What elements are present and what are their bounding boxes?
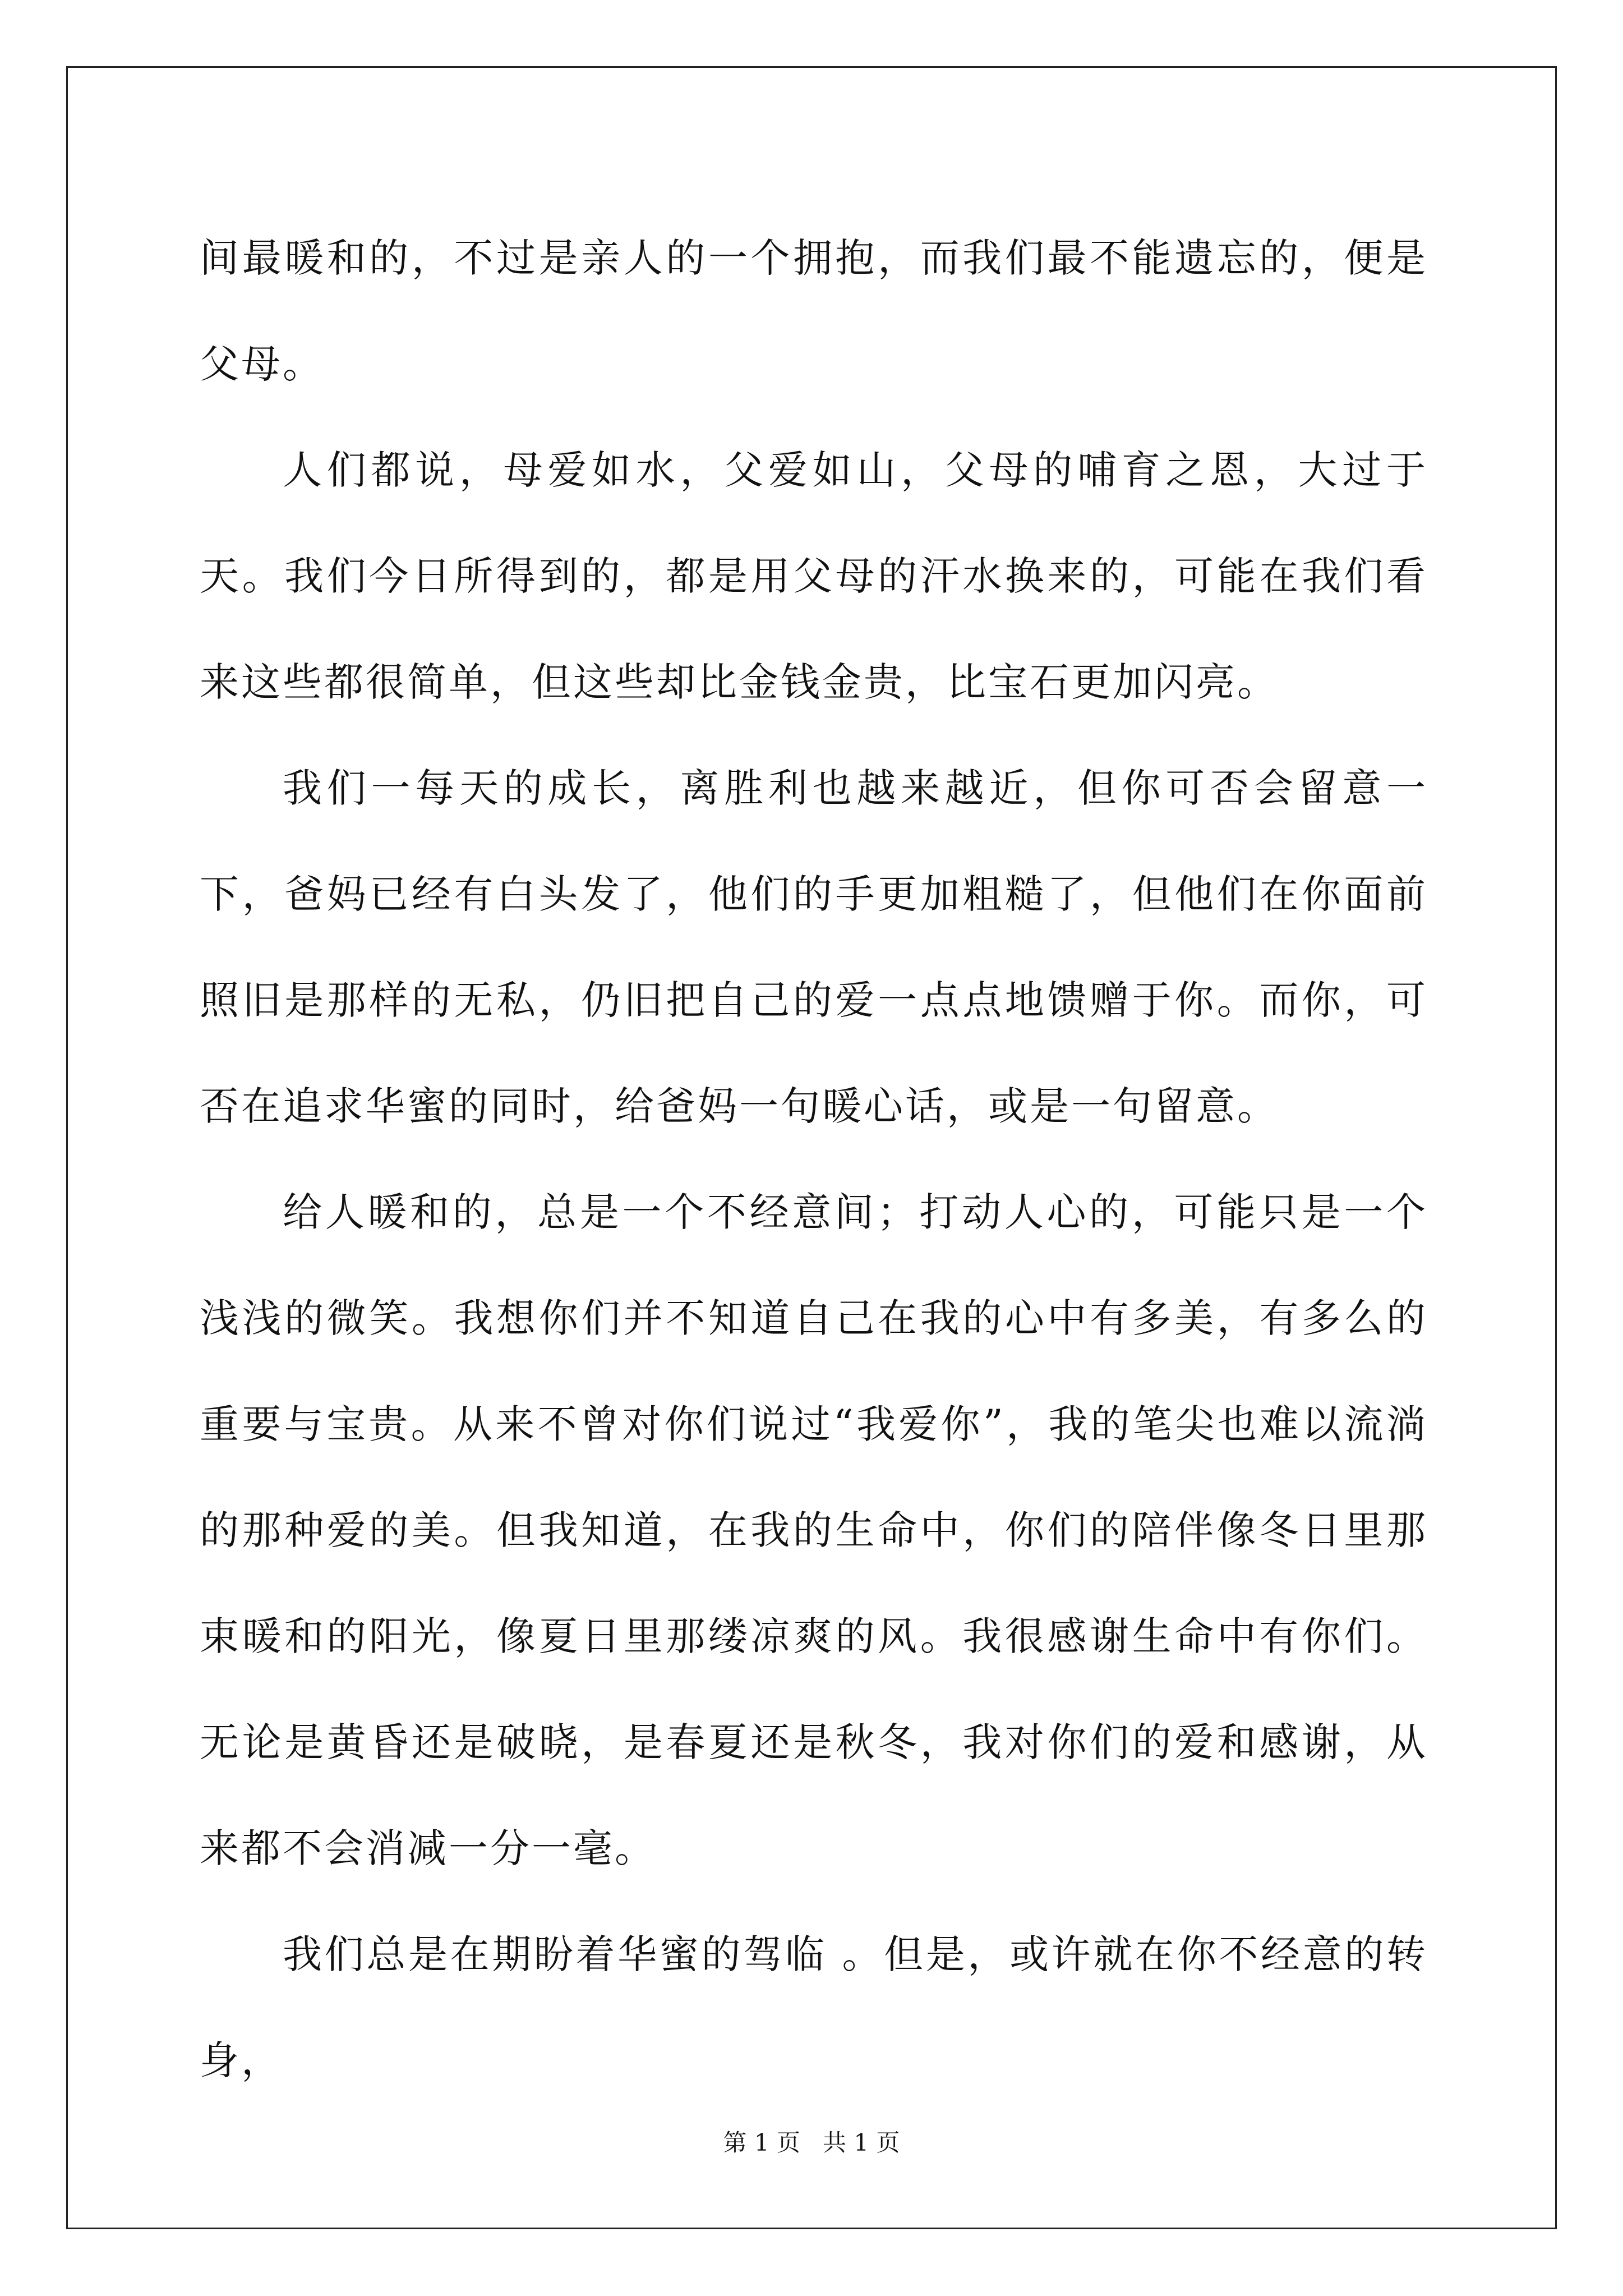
page-total: 共 1 页 bbox=[823, 2129, 900, 2156]
paragraph-3: 我们一每天的成长，离胜利也越来越近，但你可否会留意一下，爸妈已经有白头发了，他们的手更加粗糙了，但他们在你面前照旧是那样的无私，仍旧把自己的爱一点点地馈赠于你。而你，可否在追求华蜜的同时，给爸妈一句暖心话，或是一句留意。 bbox=[200, 765, 1428, 1129]
paragraph-1: 间最暖和的，不过是亲人的一个拥抱，而我们最不能遗忘的，便是父母。 bbox=[200, 235, 1428, 387]
paragraph-2: 人们都说，母爱如水，父爱如山，父母的哺育之恩，大过于天。我们今日所得到的，都是用父母的汗水换来的，可能在我们看来这些都很简单，但这些却比金钱金贵，比宝石更加闪亮。 bbox=[200, 447, 1428, 705]
page-footer bbox=[0, 2126, 1623, 2160]
document-body bbox=[200, 205, 1428, 2114]
page-number: 第 1 页 bbox=[723, 2129, 800, 2156]
paragraph-5: 我们总是在期盼着华蜜的驾临 。但是，或许就在你不经意的转身， bbox=[200, 1931, 1428, 2083]
paragraph-4: 给人暖和的，总是一个不经意间；打动人心的，可能只是一个浅浅的微笑。我想你们并不知道自己在我的心中有多美，有多么的重要与宝贵。从来不曾对你们说过“我爱你”，我的笔尖也难以流淌的那种爱的美。但我知道，在我的生命中，你们的陪伴像冬日里那束暖和的阳光，像夏日里那缕凉爽的风。我很感谢生命中有你们。无论是黄昏还是破晓，是春夏还是秋冬，我对你们的爱和感谢，从来都不会消减一分一毫。 bbox=[200, 1189, 1428, 1871]
